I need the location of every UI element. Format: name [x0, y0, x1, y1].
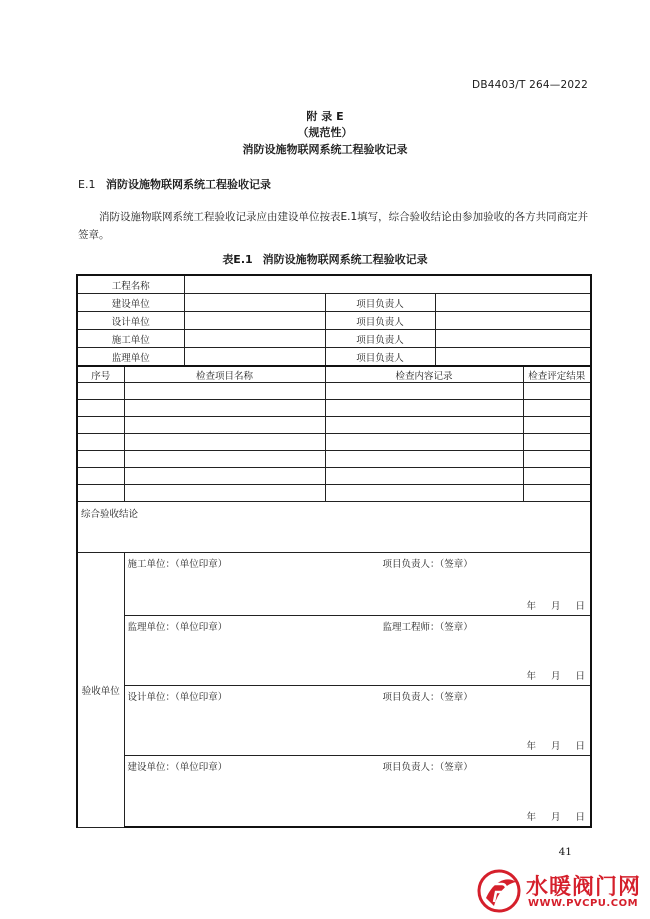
- info-row: [77, 330, 591, 348]
- signature-row: [77, 756, 591, 828]
- col-header-result: 检查评定结果: [523, 366, 591, 383]
- signature-unit: 施工单位：（单位印章）: [127, 559, 228, 570]
- table-number: 表E.1: [222, 253, 253, 266]
- table-caption: [0, 251, 650, 267]
- signature-date: 年 月 日: [526, 741, 586, 752]
- signature-block[interactable]: [124, 756, 591, 828]
- info-row: [77, 294, 591, 312]
- acceptance-record-table: [76, 274, 592, 828]
- table-row: [77, 468, 591, 485]
- info-row: [77, 312, 591, 330]
- watermark-logo-icon: [476, 868, 522, 914]
- info-row: [77, 348, 591, 367]
- table-row: [77, 434, 591, 451]
- col-header-item: 检查项目名称: [124, 366, 325, 383]
- column-header-row: [77, 366, 591, 383]
- watermark-title: 水暖阀门网: [526, 875, 642, 900]
- person-value[interactable]: [435, 330, 591, 348]
- unit-label: 设计单位: [77, 312, 184, 330]
- body-paragraph: 消防设施物联网系统工程验收记录应由建设单位按表E.1填写，综合验收结论由参加验收的各方共同商定并签章。: [78, 211, 589, 241]
- signature-date: 年 月 日: [526, 601, 586, 612]
- signature-unit: 设计单位：（单位印章）: [127, 692, 228, 703]
- unit-value[interactable]: [184, 330, 325, 348]
- signature-row: [77, 553, 591, 616]
- table-row: [77, 451, 591, 468]
- signature-person: 项目负责人：（签章）: [382, 762, 473, 773]
- signature-person: 项目负责人：（签章）: [382, 559, 473, 570]
- col-header-index: 序号: [77, 366, 124, 383]
- signature-person: 项目负责人：（签章）: [382, 692, 473, 703]
- unit-value[interactable]: [184, 348, 325, 367]
- signature-unit: 建设单位：（单位印章）: [127, 762, 228, 773]
- signature-row: [77, 686, 591, 756]
- unit-value[interactable]: [184, 312, 325, 330]
- person-label: 项目负责人: [325, 330, 435, 348]
- person-value[interactable]: [435, 312, 591, 330]
- watermark: [476, 868, 646, 914]
- conclusion-row: [77, 502, 591, 553]
- table-row: [77, 383, 591, 400]
- table-row: [77, 485, 591, 502]
- section-title: 消防设施物联网系统工程验收记录: [106, 178, 271, 191]
- signature-block[interactable]: [124, 553, 591, 616]
- signature-date: 年 月 日: [526, 671, 586, 682]
- page-number: 41: [558, 846, 572, 858]
- acceptance-units-label: 验收单位: [77, 553, 124, 828]
- standard-code: DB4403/T 264—2022: [472, 79, 588, 91]
- appendix-title: 消防设施物联网系统工程验收记录: [242, 143, 408, 156]
- conclusion-cell[interactable]: [77, 502, 591, 553]
- signature-row: [77, 616, 591, 686]
- project-name-value[interactable]: [184, 275, 591, 294]
- signature-block[interactable]: [124, 686, 591, 756]
- person-value[interactable]: [435, 348, 591, 367]
- table-title: 消防设施物联网系统工程验收记录: [262, 253, 428, 266]
- person-value[interactable]: [435, 294, 591, 312]
- signature-unit: 监理单位：（单位印章）: [127, 622, 228, 633]
- signature-person: 监理工程师：（签章）: [382, 622, 473, 633]
- project-name-label: 工程名称: [77, 275, 184, 294]
- appendix-heading: 附 录 E: [306, 110, 344, 123]
- col-header-content: 检查内容记录: [325, 366, 523, 383]
- signature-block[interactable]: [124, 616, 591, 686]
- table-row: [77, 400, 591, 417]
- unit-label: 建设单位: [77, 294, 184, 312]
- unit-value[interactable]: [184, 294, 325, 312]
- project-name-row: [77, 275, 591, 294]
- conclusion-label: 综合验收结论: [81, 509, 139, 520]
- unit-label: 监理单位: [77, 348, 184, 367]
- signature-date: 年 月 日: [526, 812, 586, 823]
- appendix-normative: （规范性）: [297, 126, 353, 139]
- unit-label: 施工单位: [77, 330, 184, 348]
- person-label: 项目负责人: [325, 348, 435, 367]
- section-heading: [78, 176, 271, 192]
- section-number: E.1: [78, 178, 96, 191]
- person-label: 项目负责人: [325, 312, 435, 330]
- person-label: 项目负责人: [325, 294, 435, 312]
- table-row: [77, 417, 591, 434]
- watermark-url: WWW.PVCPU.COM: [528, 898, 639, 909]
